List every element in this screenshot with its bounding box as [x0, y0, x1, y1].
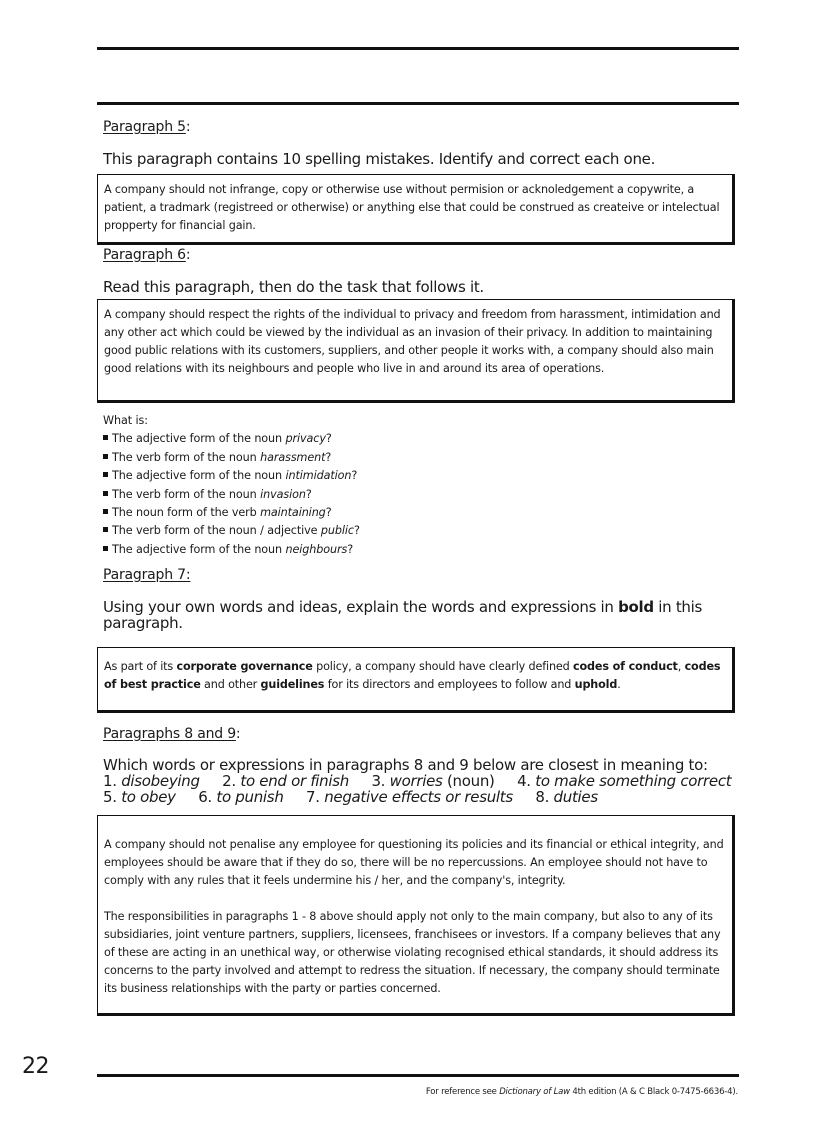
options-line-2 [103, 789, 731, 805]
question-word: invasion [260, 487, 306, 501]
paragraph-6-box [97, 299, 735, 403]
instruction-bold: bold [618, 598, 654, 616]
page-number: 22 [22, 1054, 49, 1079]
options-line-1 [103, 773, 731, 789]
option-num: 6. [198, 788, 217, 806]
top-rule-2 [97, 102, 739, 105]
paragraph-5-text: A company should not infrange, copy or otherwise use without permision or acknoledgement a copywrite, a patient, a tradmark (registreed or otherwise) or anything else that could be construed as createive or intelectual propperty for financial gain. [104, 183, 720, 232]
heading-text: Paragraph 7: [103, 567, 191, 583]
instruction-text: Using your own words and ideas, explain the words and expressions in [103, 598, 619, 616]
option-text: to punish [216, 788, 284, 806]
bullet-icon [103, 491, 108, 496]
heading-text: Paragraphs 8 and 9 [103, 726, 236, 742]
paragraphs-8-9-heading [103, 726, 240, 742]
question-end: ? [325, 506, 332, 520]
paragraph-5-heading [103, 119, 190, 135]
bold-term: uphold [574, 678, 618, 691]
bold-term: codes of conduct [573, 660, 678, 673]
option-num: 7. [306, 788, 325, 806]
footer-text: 4th edition (A & C Black 0-7475-6636-4). [569, 1087, 738, 1097]
option-text: to make something correct [535, 772, 732, 790]
question-end: ? [325, 450, 332, 464]
question-text: The noun form of the verb [112, 506, 261, 520]
option-num: 1. [103, 772, 122, 790]
question-end: ? [353, 524, 360, 538]
bullet-icon [103, 472, 108, 477]
paragraph-7-box [97, 647, 735, 713]
question-text: The adjective form of the noun [112, 469, 286, 483]
option-text: worries [389, 772, 443, 790]
question-word: privacy [285, 432, 326, 446]
text: , [677, 660, 685, 673]
footer-book-title: Dictionary of Law [499, 1087, 570, 1097]
question-item [103, 449, 360, 467]
paragraph-6-text: A company should respect the rights of the individual to privacy and freedom from harassment, intimidation and any other act which could be viewed by the individual as an invasion of their privacy. In addition to maintaining good public relations with its customers, suppliers, and other people it works with, a company should also main good relations with its neighbours and people who live in and around its area of operations. [104, 308, 721, 375]
question-text: The verb form of the noun [112, 487, 261, 501]
bullet-icon [103, 435, 108, 440]
question-item [103, 541, 360, 559]
question-word: neighbours [285, 542, 348, 556]
paragraph-9-text: The responsibilities in paragraphs 1 - 8 above should apply not only to the main company, but also to any of its subsidiaries, joint venture partners, suppliers, licensees, franchisees or investors. If a company believes that any of these are acting in an unethical way, or otherwise violating recognised ethical standards, it should address its concerns to the party involved and attempt to redress the situation. If necessary, the company should terminate its business relationships with the party or parties concerned. [104, 910, 721, 995]
question-item [103, 504, 360, 522]
heading-suffix: : [185, 247, 191, 263]
bullet-icon [103, 454, 108, 459]
paragraph-5-box [97, 174, 735, 245]
text: for its directors and employees to follow and [324, 678, 575, 691]
paragraph-8-text: A company should not penalise any employee for questioning its policies and its financial or ethical integrity, and employees should be aware that if they do so, there will be no repercussions. An employee should not have to comply with any rules that it feels undermine his / her, and the company's, integrity. [104, 838, 724, 887]
heading-suffix: : [235, 726, 241, 742]
paragraphs-8-9-instruction: Which words or expressions in paragraphs 8 and 9 below are closest in meaning to: [103, 756, 708, 774]
option-num: 3. [371, 772, 390, 790]
instruction-text: in this paragraph. [103, 598, 703, 632]
heading-text: Paragraph 5 [103, 119, 186, 135]
question-end: ? [305, 487, 312, 501]
option-num: 8. [535, 788, 554, 806]
question-item [103, 467, 360, 485]
question-item [103, 430, 360, 448]
question-end: ? [347, 542, 354, 556]
paragraph-7-instruction [103, 599, 723, 631]
text: As part of its [104, 660, 177, 673]
question-text: The adjective form of the noun [112, 542, 286, 556]
meaning-options [103, 773, 731, 805]
heading-suffix: : [185, 119, 191, 135]
paragraph-6-questions [103, 412, 360, 559]
bold-term: codes of best practice [104, 660, 721, 691]
top-rule-1 [97, 47, 739, 50]
question-word: harassment [260, 450, 326, 464]
bullet-icon [103, 509, 108, 514]
question-intro: What is: [103, 414, 148, 427]
paragraph-7-text [104, 658, 726, 694]
paragraph-5-instruction: This paragraph contains 10 spelling mistakes. Identify and correct each one. [103, 150, 656, 168]
question-text: The verb form of the noun [112, 450, 261, 464]
bold-term: corporate governance [176, 660, 313, 673]
paragraph-7-heading [103, 567, 190, 583]
reference-footer [426, 1087, 738, 1097]
text: . [617, 678, 621, 691]
paragraph-6-instruction: Read this paragraph, then do the task that follows it. [103, 278, 484, 296]
option-num: 4. [517, 772, 536, 790]
question-word: maintaining [260, 506, 326, 520]
footer-text: For reference see [425, 1087, 500, 1097]
bullet-icon [103, 527, 108, 532]
option-text: disobeying [121, 772, 200, 790]
bottom-rule [97, 1074, 739, 1077]
bold-term: guidelines [260, 678, 325, 691]
option-text: to end or finish [240, 772, 349, 790]
question-word: public [320, 524, 354, 538]
option-extra: (noun) [442, 772, 495, 790]
question-end: ? [351, 469, 358, 483]
paragraphs-8-9-box [97, 815, 735, 1016]
option-text: to obey [121, 788, 176, 806]
paragraph-6-heading [103, 247, 190, 263]
option-num: 5. [103, 788, 122, 806]
text: and other [200, 678, 261, 691]
option-num: 2. [222, 772, 241, 790]
bullet-icon [103, 546, 108, 551]
question-text: The verb form of the noun / adjective [112, 524, 321, 538]
text: policy, a company should have clearly defined [312, 660, 573, 673]
question-item [103, 522, 360, 540]
question-item [103, 486, 360, 504]
question-word: intimidation [285, 469, 352, 483]
question-end: ? [325, 432, 332, 446]
heading-text: Paragraph 6 [103, 247, 186, 263]
option-text: duties [553, 788, 598, 806]
option-text: negative effects or results [324, 788, 513, 806]
question-text: The adjective form of the noun [112, 432, 286, 446]
